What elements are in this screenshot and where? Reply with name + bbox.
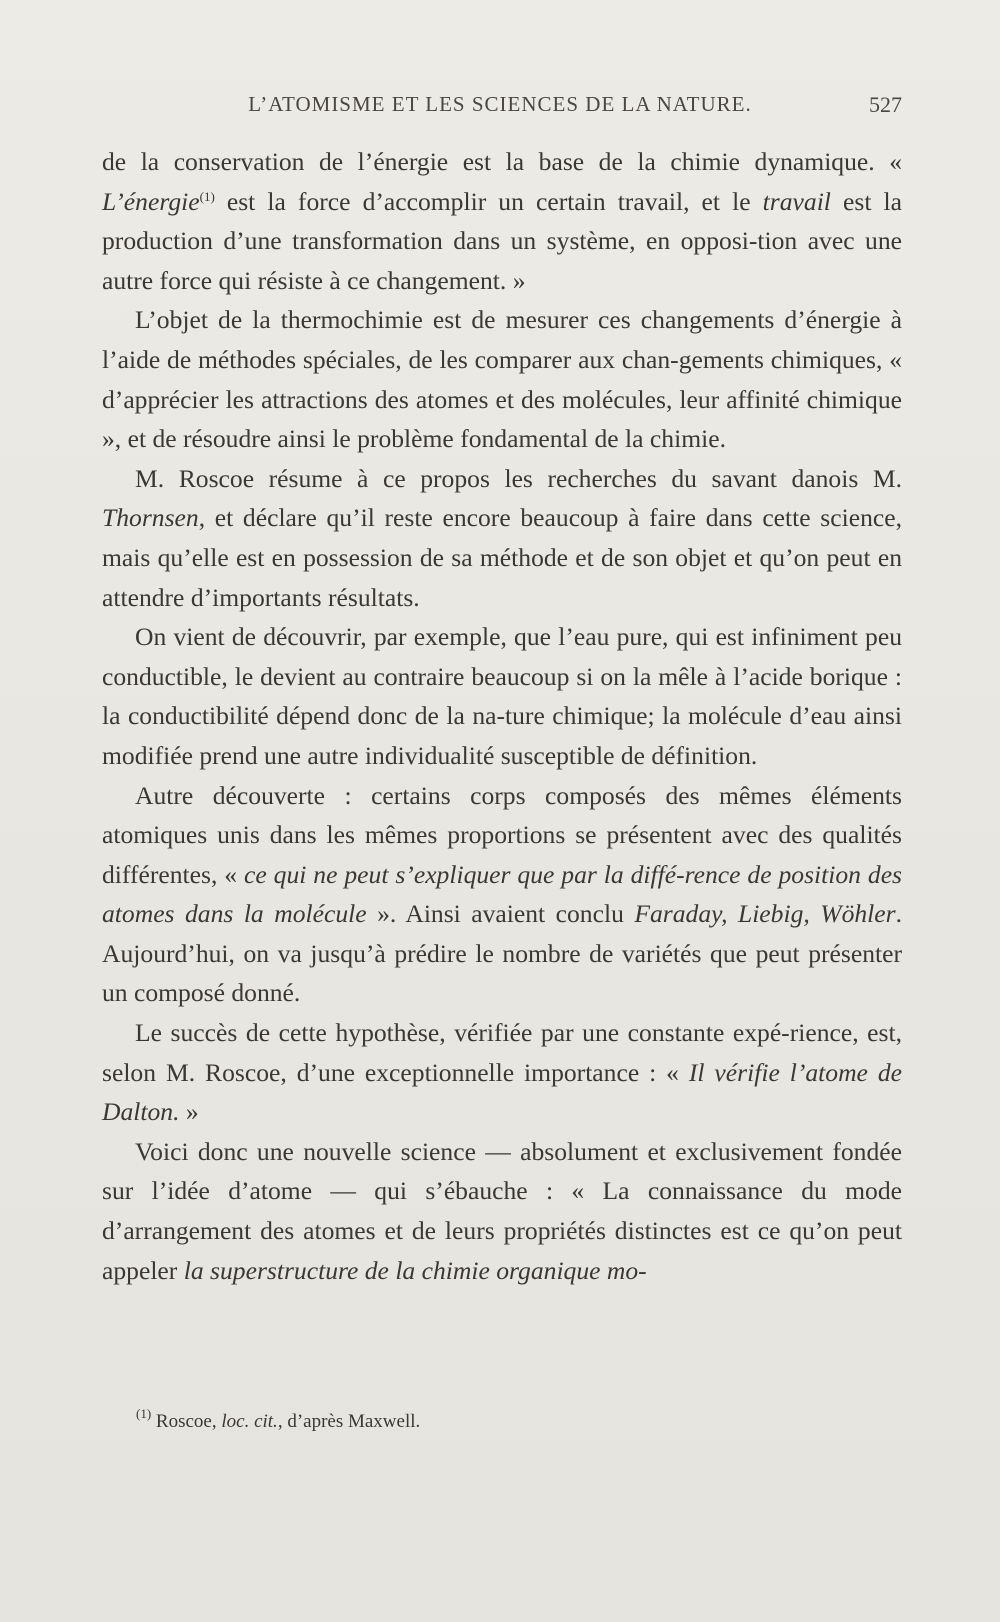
text-run: , et déclare qu’il reste encore beaucoup à faire dans cette science, mais qu’elle est en possession de sa méthode et de son objet et qu’on peut en attendre d’importants résultats. [102, 503, 902, 612]
italic-text: Il vérifie l’atome de Dalton. [102, 1057, 902, 1127]
text-run: Le succès de cette hypothèse, vérifiée par une constante expé-rience, est, selon M. Roscoe, d’une exceptionnelle importance : « [102, 1018, 902, 1087]
italic-text: ce qui ne peut s’expliquer que par la diffé-rence de position des atomes dans la molécule [102, 859, 903, 929]
paragraph [102, 617, 902, 775]
text-run: . Aujourd’hui, on va jusqu’à prédire le nombre de variétés que peut présenter un composé donné. [102, 899, 903, 1008]
text-run: ». Ainsi avaient conclu [366, 899, 635, 929]
page-number: 527 [869, 92, 902, 117]
text-run: Roscoe, [151, 1411, 222, 1432]
italic-text: loc. cit. [221, 1411, 278, 1432]
running-title: L’ATOMISME ET LES SCIENCES DE LA NATURE. [248, 92, 752, 116]
text-run: de la conservation de l’énergie est la base de la chimie dynamique. « [102, 147, 902, 176]
italic-text: Faraday, Liebig, Wöhler [634, 899, 896, 929]
footnotes [136, 1408, 896, 1436]
paragraph [102, 142, 902, 300]
text-run: Voici donc une nouvelle science — absolument et exclusivement fondée sur l’idée d’atome — qui s’ébauche : « La connaissance du mode d’arrangement des atomes et de leurs propriétés distinctes est ce qu’on peut appeler [102, 1136, 902, 1285]
paragraph [102, 1013, 902, 1132]
text-run: L’objet de la thermochimie est de mesurer ces changements d’énergie à l’aide de méthodes spéciales, de les comparer aux chan-gements chimiques, « d’apprécier les attractions des atomes et des molécules, leur affinité chimique », et de résoudre ainsi le problème fondamental de la chimie. [102, 305, 902, 454]
text-run: M. Roscoe résume à ce propos les recherches du savant danois M. [135, 463, 902, 493]
paragraph [102, 776, 902, 1014]
italic-text: L’énergie [102, 186, 200, 216]
italic-text: la superstructure de la chimie organique mo- [183, 1255, 647, 1285]
footnote-marker: (1) [199, 188, 215, 204]
body-text [102, 142, 902, 1290]
paragraph [102, 1132, 902, 1290]
text-run: est la production d’une transformation dans un système, en opposi-tion avec une autre force qui résiste à ce changement. » [102, 186, 902, 295]
text-run: » [179, 1097, 199, 1127]
italic-text: travail [762, 186, 831, 216]
text-run: Autre découverte : certains corps composés des mêmes éléments atomiques unis dans les mêmes proportions se présentent avec des qualités différentes, « [102, 780, 902, 889]
text-run: , d’après Maxwell. [277, 1411, 421, 1432]
footnote-marker: (1) [136, 1406, 152, 1421]
page-header [100, 92, 900, 128]
italic-text: Thornsen [102, 503, 199, 533]
paragraph [102, 300, 902, 458]
text-run: est la force d’accomplir un certain travail, et le [214, 186, 763, 216]
footnote [136, 1408, 896, 1436]
paragraph [102, 459, 902, 617]
text-run: On vient de découvrir, par exemple, que l’eau pure, qui est infiniment peu conductible, le devient au contraire beaucoup si on la mêle à l’acide borique : la conductibilité dépend donc de la na-ture chimique; la molécule d’eau ainsi modifiée prend une autre individualité susceptible de définition. [102, 622, 902, 770]
